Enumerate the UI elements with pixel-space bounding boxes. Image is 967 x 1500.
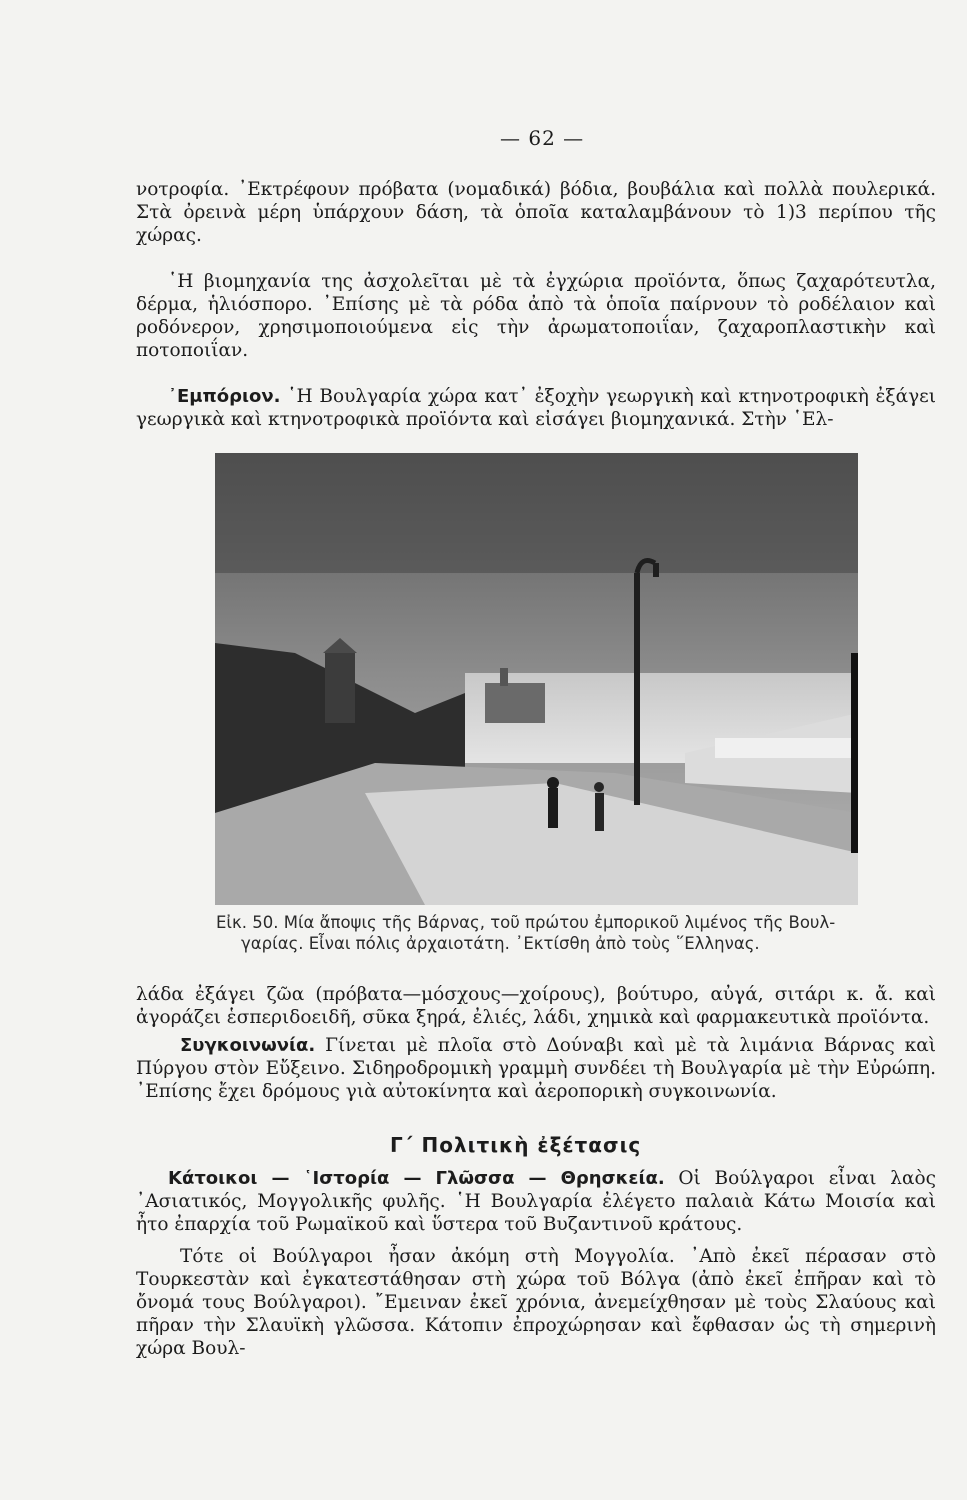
figure-caption — [216, 912, 876, 954]
paragraph-transport — [136, 1034, 936, 1103]
paragraph-text: Γίνεται μὲ πλοῖα στὸ Δούναβι καὶ μὲ τὰ λιμάνια Βάρνας καὶ Πύργου στὸν Εὔξεινο. Σιδηροδρομικὴ γραμμὴ συνδέει τὴ Βουλγαρία μὲ τὴν Εὐρώπη. ᾿Επίσης ἔχει δρόμους γιὰ αὐτοκίνητα καὶ ἀεροπορικὴ συγκοινωνία. — [136, 1035, 936, 1102]
caption-line-1: Εἰκ. 50. Μία ἄποψις τῆς Βάρνας, τοῦ πρώτου ἐμπορικοῦ λιμένος τῆς Βουλ- — [216, 913, 836, 932]
paragraph-text: ῾Η βιομηχανία της ἀσχολεῖται μὲ τὰ ἐγχώρια προϊόντα, ὅπως ζαχαρότευτλα, δέρμα, ἡλιόσπορο. ᾿Επίσης μὲ τὰ ρόδα ἀπὸ τὰ ὁποῖα παίρνουν τὸ ροδέλαιον καὶ ροδόνερον, χρησιμοποιούμενα εἰς τὴν ἀρωματοποιΐαν, ζαχαροπλαστικὴν καὶ ποτοποιΐαν. — [136, 271, 936, 361]
paragraph-exports-greece — [136, 983, 936, 1029]
paragraph-livestock — [136, 178, 936, 247]
paragraph-text: ῾Η Βουλγαρία χώρα κατ᾿ ἐξοχὴν γεωργικὴ καὶ κτηνοτροφικὴ ἐξάγει γεωργικὰ καὶ κτηνοτροφικὰ προϊόντα καὶ εἰσάγει βιομηχανικά. Στὴν ῾Ελ- — [136, 386, 937, 430]
paragraph-history — [136, 1245, 936, 1360]
section-heading: Γ΄ Πολιτικὴ ἐξέτασις — [390, 1133, 642, 1157]
paragraph-text: Οἱ Βούλγαροι εἶναι λαὸς ᾿Ασιατικός, Μογγολικῆς φυλῆς. ῾Η Βουλγαρία ἐλέγετο παλαιὰ Κάτω Μοισία καὶ ἦτο ἐπαρχία τοῦ Ρωμαϊκοῦ καὶ ὕστερα τοῦ Βυζαντινοῦ κράτους. — [136, 1168, 936, 1235]
page-number: — 62 — — [500, 126, 585, 150]
varna-harbor-photo — [215, 453, 858, 905]
paragraph-industry — [136, 270, 936, 362]
paragraph-text: λάδα ἐξάγει ζῶα (πρόβατα—μόσχους—χοίρους), βούτυρο, αὐγά, σιτάρι κ. ἄ. καὶ ἀγοράζει ἑσπεριδοειδῆ, σῦκα ξηρά, ἐλιές, λάδι, χημικὰ καὶ φαρμακευτικὰ προϊόντα. — [136, 984, 936, 1028]
paragraph-heading: ᾿Εμπόριον. — [168, 386, 281, 407]
caption-line-2: γαρίας. Εἶναι πόλις ἀρχαιοτάτη. ᾿Εκτίσθη ἀπὸ τοὺς ῞Ελληνας. — [241, 934, 760, 953]
paragraph-inhabitants — [136, 1167, 936, 1236]
paragraph-commerce — [136, 385, 936, 431]
paragraph-text: νοτροφία. ᾿Εκτρέφουν πρόβατα (νομαδικά) βόδια, βουβάλια καὶ πολλὰ πουλερικά. Στὰ ὀρεινὰ μέρη ὑπάρχουν δάση, τὰ ὁποῖα καταλαμβάνουν τὸ 1)3 περίπου τῆς χώρας. — [136, 179, 936, 246]
paragraph-text: Τότε οἱ Βούλγαροι ἦσαν ἀκόμη στὴ Μογγολία. ᾿Απὸ ἐκεῖ πέρασαν στὸ Τουρκεστὰν καὶ ἐγκατεστάθησαν στὴ χώρα τοῦ Βόλγα (ἀπὸ ἐκεῖ ἐπῆραν καὶ τὸ ὄνομά τους Βούλγαροι). ῎Εμειναν ἐκεῖ χρόνια, ἀνεμείχθησαν μὲ τοὺς Σλαύους καὶ πῆραν τὴν Σλαυϊκὴ γλῶσσα. Κάτοπιν ἐπροχώρησαν καὶ ἔφθασαν ὡς τὴ σημερινὴ χώρα Βουλ- — [136, 1246, 936, 1359]
paragraph-heading: Συγκοινωνία. — [180, 1035, 316, 1056]
paragraph-heading: Κάτοικοι — ῾Ιστορία — Γλῶσσα — Θρησκεία. — [168, 1168, 665, 1189]
